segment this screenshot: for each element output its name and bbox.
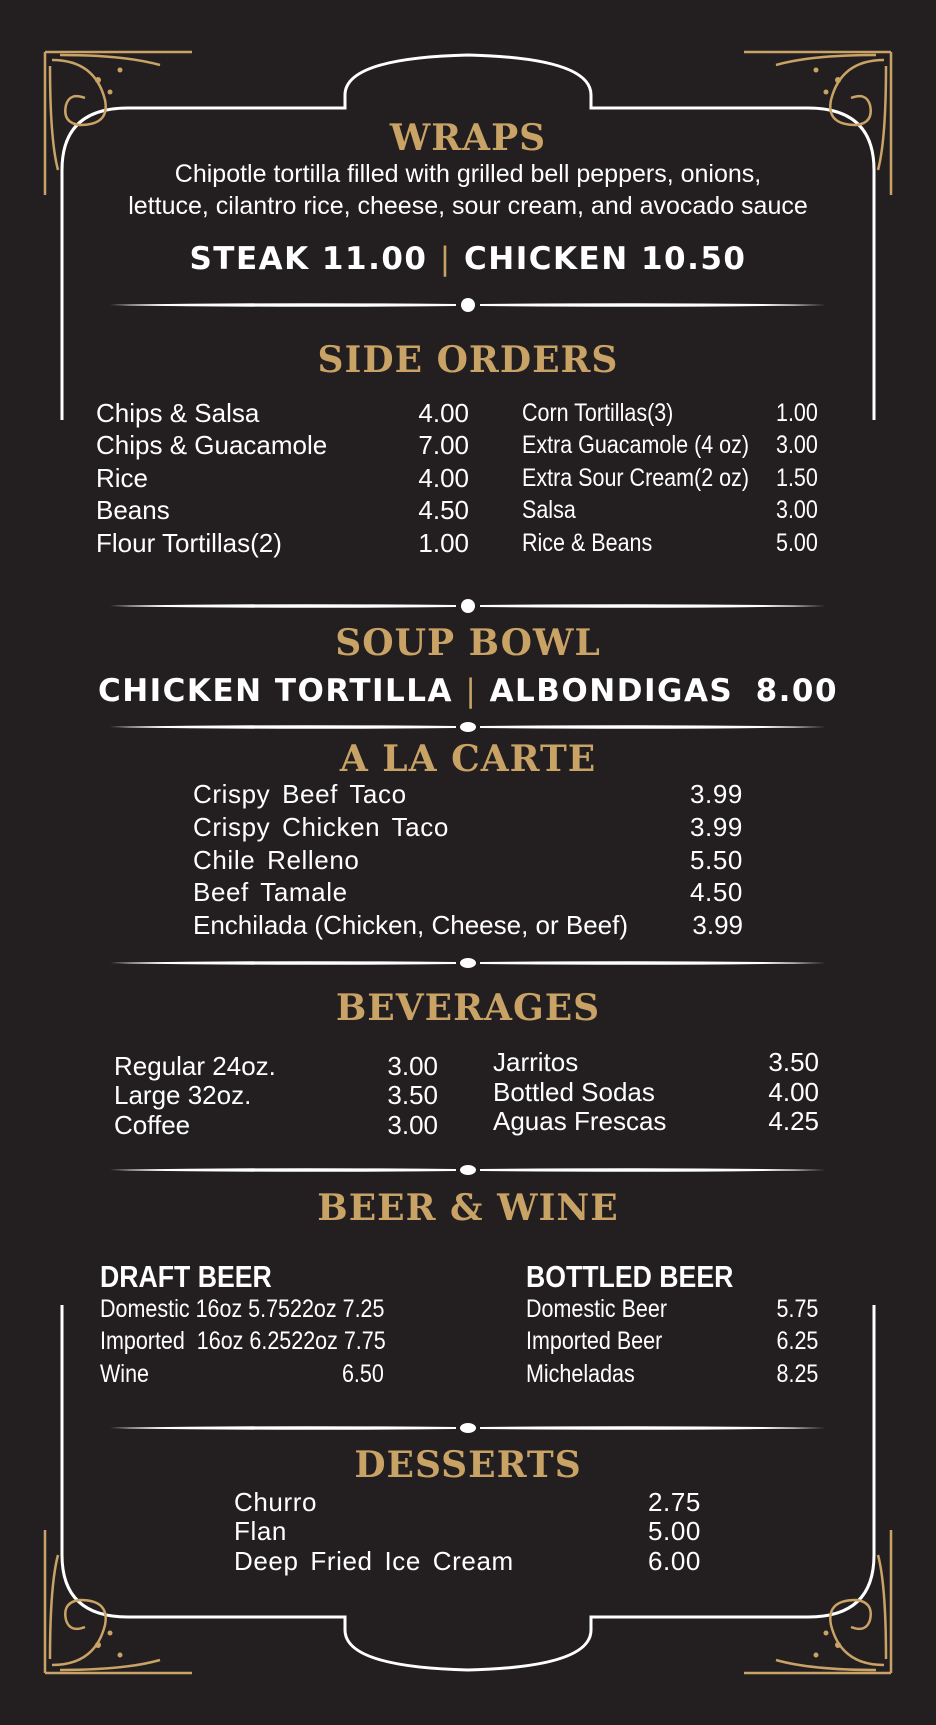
soup-bowl-heading: SOUP BOWL (335, 622, 601, 664)
wraps-description-line-2: lettuce, cilantro rice, cheese, sour cream, and avocado sauce (128, 192, 808, 220)
list-item: Regular 24oz. 3.00 (114, 1051, 438, 1081)
list-item: Coffee 3.00 (114, 1110, 438, 1140)
side-orders-heading: SIDE ORDERS (317, 339, 619, 381)
wraps-description-line-1: Chipotle tortilla filled with grilled bell peppers, onions, (174, 160, 762, 188)
wraps-separator: | (439, 241, 452, 277)
list-item: Imported 16oz 6.25 22oz 7.75 (100, 1327, 386, 1355)
draft-beer-heading: DRAFT BEER (100, 1259, 272, 1294)
list-item: Imported Beer 6.25 (526, 1327, 819, 1355)
list-item: Extra Guacamole (4 oz) 3.00 (522, 431, 818, 459)
list-item: Corn Tortillas(3) 1.00 (522, 399, 818, 427)
list-item: Domestic Beer 5.75 (526, 1295, 819, 1323)
list-item: Chips & Salsa 4.00 (96, 398, 469, 428)
beer-wine-heading: BEER & WINE (317, 1187, 619, 1229)
list-item: Salsa 3.00 (522, 496, 818, 524)
beverages-heading: BEVERAGES (335, 987, 601, 1029)
wraps-heading: WRAPS (389, 117, 547, 159)
list-item: Large 32oz. 3.50 (114, 1080, 438, 1110)
list-item: Enchilada (Chicken, Cheese, or Beef) 3.99 (193, 910, 743, 940)
soup-item-albondigas: ALBONDIGAS (489, 673, 734, 709)
list-item: Beans 4.50 (96, 495, 469, 525)
list-item: Beef Tamale 4.50 (193, 877, 743, 907)
list-item: Churro 2.75 (234, 1487, 701, 1517)
list-item: Flan 5.00 (234, 1516, 701, 1546)
list-item: Chips & Guacamole 7.00 (96, 430, 469, 460)
list-item: Domestic 16oz 5.75 22oz 7.25 (100, 1295, 385, 1323)
bottled-beer-heading: BOTTLED BEER (526, 1259, 734, 1294)
list-item: Rice & Beans 5.00 (522, 529, 818, 557)
list-item: Jarritos 3.50 (493, 1047, 819, 1077)
list-item: Wine 6.50 (100, 1360, 384, 1388)
wraps-prices (0, 241, 936, 277)
list-item: Extra Sour Cream(2 oz) 1.50 (522, 464, 818, 492)
list-item: Rice 4.00 (96, 463, 469, 493)
wraps-steak-price: STEAK 11.00 (189, 241, 428, 277)
desserts-heading: DESSERTS (354, 1444, 582, 1486)
list-item: Deep Fried Ice Cream 6.00 (234, 1546, 701, 1576)
soup-item-chicken-tortilla: CHICKEN TORTILLA (97, 673, 454, 709)
soup-price: 8.00 (755, 673, 839, 709)
wraps-chicken-price: CHICKEN 10.50 (464, 241, 747, 277)
list-item: Crispy Beef Taco 3.99 (193, 779, 743, 809)
list-item: Aguas Frescas 4.25 (493, 1106, 819, 1136)
soup-bowl-items (0, 673, 936, 709)
list-item: Micheladas 8.25 (526, 1360, 819, 1388)
list-item: Crispy Chicken Taco 3.99 (193, 812, 743, 842)
list-item: Bottled Sodas 4.00 (493, 1077, 819, 1107)
a-la-carte-heading: A LA CARTE (339, 738, 597, 780)
list-item: Chile Relleno 5.50 (193, 845, 743, 875)
soup-separator: | (465, 673, 478, 709)
list-item: Flour Tortillas(2) 1.00 (96, 528, 469, 558)
